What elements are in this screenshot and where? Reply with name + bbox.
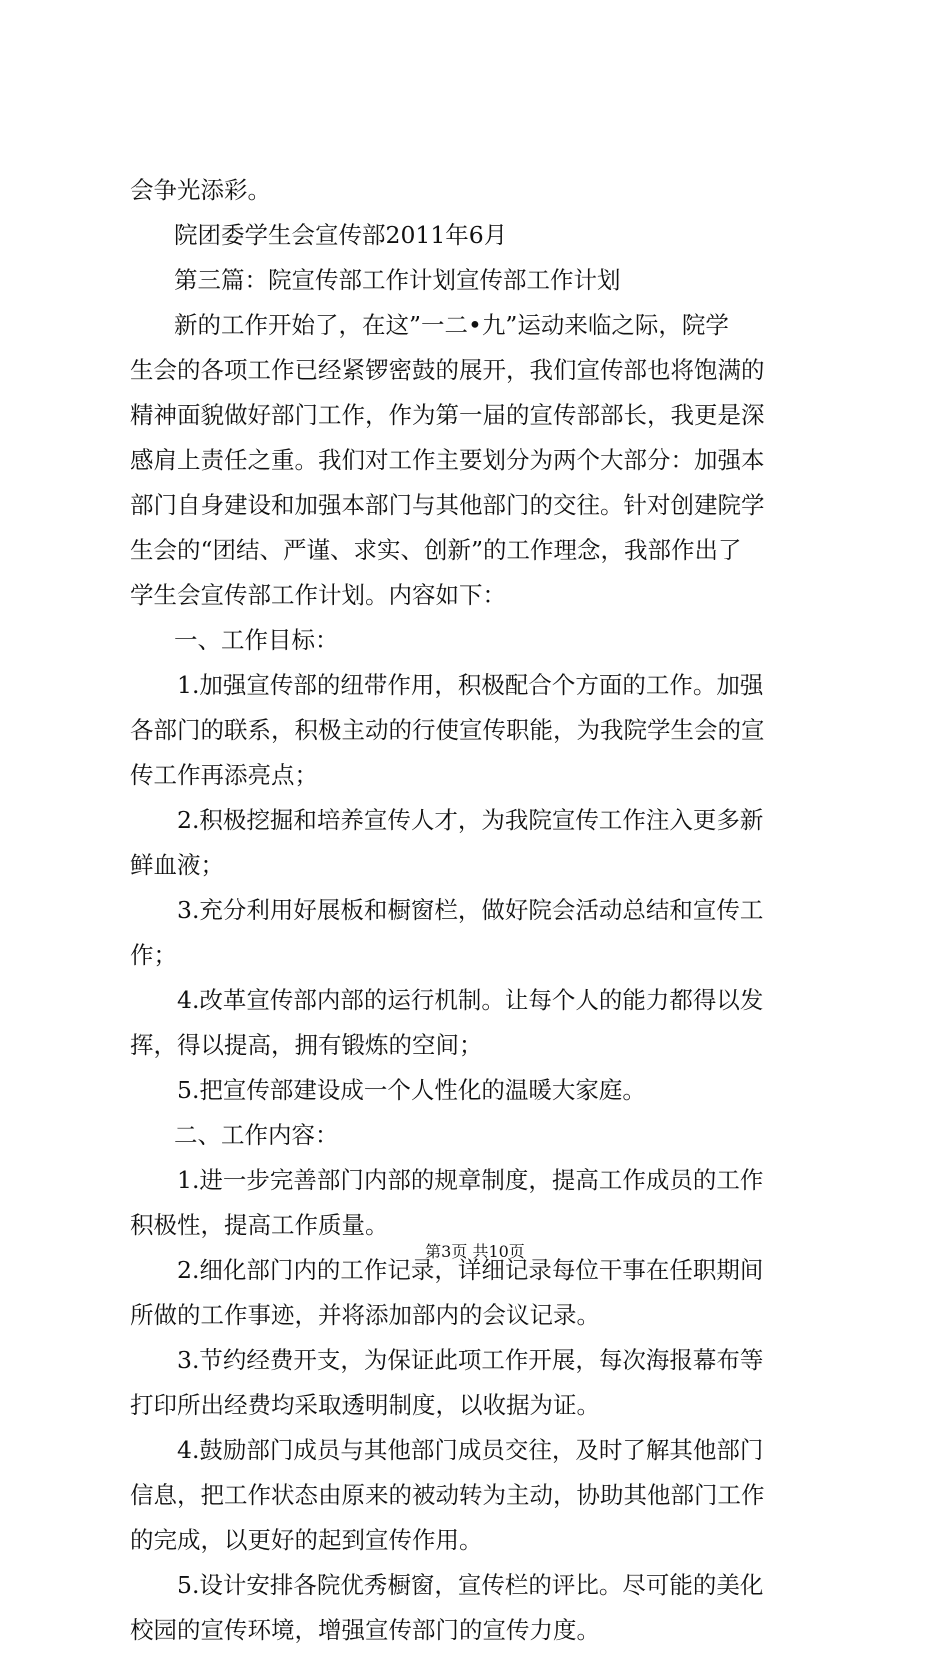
text-line: 作；	[130, 941, 177, 969]
list-item: 3.充分利用好展板和橱窗栏，做好院会活动总结和宣传工	[177, 896, 764, 924]
text-line: 的完成，以更好的起到宣传作用。	[130, 1526, 483, 1554]
list-item: 3.节约经费开支，为保证此项工作开展，每次海报幕布等	[177, 1346, 764, 1374]
text-line: 部门自身建设和加强本部门与其他部门的交往。针对创建院学	[130, 491, 765, 519]
list-item: 5.设计安排各院优秀橱窗，宣传栏的评比。尽可能的美化	[177, 1571, 764, 1599]
text-line: 积极性，提高工作质量。	[130, 1211, 389, 1239]
text-line: 生会的各项工作已经紧锣密鼓的展开，我们宣传部也将饱满的	[130, 356, 765, 384]
text-line: 生会的“团结、严谨、求实、创新”的工作理念，我部作出了	[130, 536, 742, 564]
text-line: 感肩上责任之重。我们对工作主要划分为两个大部分：加强本	[130, 446, 765, 474]
list-item: 1.进一步完善部门内部的规章制度，提高工作成员的工作	[177, 1166, 764, 1194]
text-line: 传工作再添亮点；	[130, 761, 318, 789]
subheading-goals: 一、工作目标：	[174, 626, 339, 654]
list-item: 2.细化部门内的工作记录，详细记录每位干事在任职期间	[177, 1256, 764, 1284]
text-line: 信息，把工作状态由原来的被动转为主动，协助其他部门工作	[130, 1481, 765, 1509]
text-line: 精神面貌做好部门工作，作为第一届的宣传部部长，我更是深	[130, 401, 765, 429]
list-item: 1.加强宣传部的纽带作用，积极配合个方面的工作。加强	[177, 671, 764, 699]
list-item: 4.鼓励部门成员与其他部门成员交往，及时了解其他部门	[177, 1436, 764, 1464]
list-item: 5.把宣传部建设成一个人性化的温暖大家庭。	[177, 1076, 646, 1104]
subheading-content: 二、工作内容：	[174, 1121, 339, 1149]
list-item: 4.改革宣传部内部的运行机制。让每个人的能力都得以发	[177, 986, 764, 1014]
text-line: 所做的工作事迹，并将添加部内的会议记录。	[130, 1301, 600, 1329]
paragraph-start: 新的工作开始了，在这”一二•九”运动来临之际，院学	[174, 311, 729, 339]
text-line: 鲜血液；	[130, 851, 224, 879]
text-line: 会争光添彩。	[130, 176, 271, 204]
list-item: 2.积极挖掘和培养宣传人才，为我院宣传工作注入更多新	[177, 806, 764, 834]
section-heading: 第三篇：院宣传部工作计划宣传部工作计划	[174, 266, 621, 294]
document-body	[130, 168, 830, 1653]
text-line: 校园的宣传环境，增强宣传部门的宣传力度。	[130, 1616, 600, 1644]
text-line: 院团委学生会宣传部2011年6月	[174, 221, 508, 249]
text-line: 打印所出经费均采取透明制度，以收据为证。	[130, 1391, 600, 1419]
text-line: 挥，得以提高，拥有锻炼的空间；	[130, 1031, 483, 1059]
page-number-footer: 第3页 共10页	[425, 1242, 525, 1261]
text-line: 学生会宣传部工作计划。内容如下：	[130, 581, 506, 609]
text-line: 各部门的联系，积极主动的行使宣传职能，为我院学生会的宣	[130, 716, 765, 744]
